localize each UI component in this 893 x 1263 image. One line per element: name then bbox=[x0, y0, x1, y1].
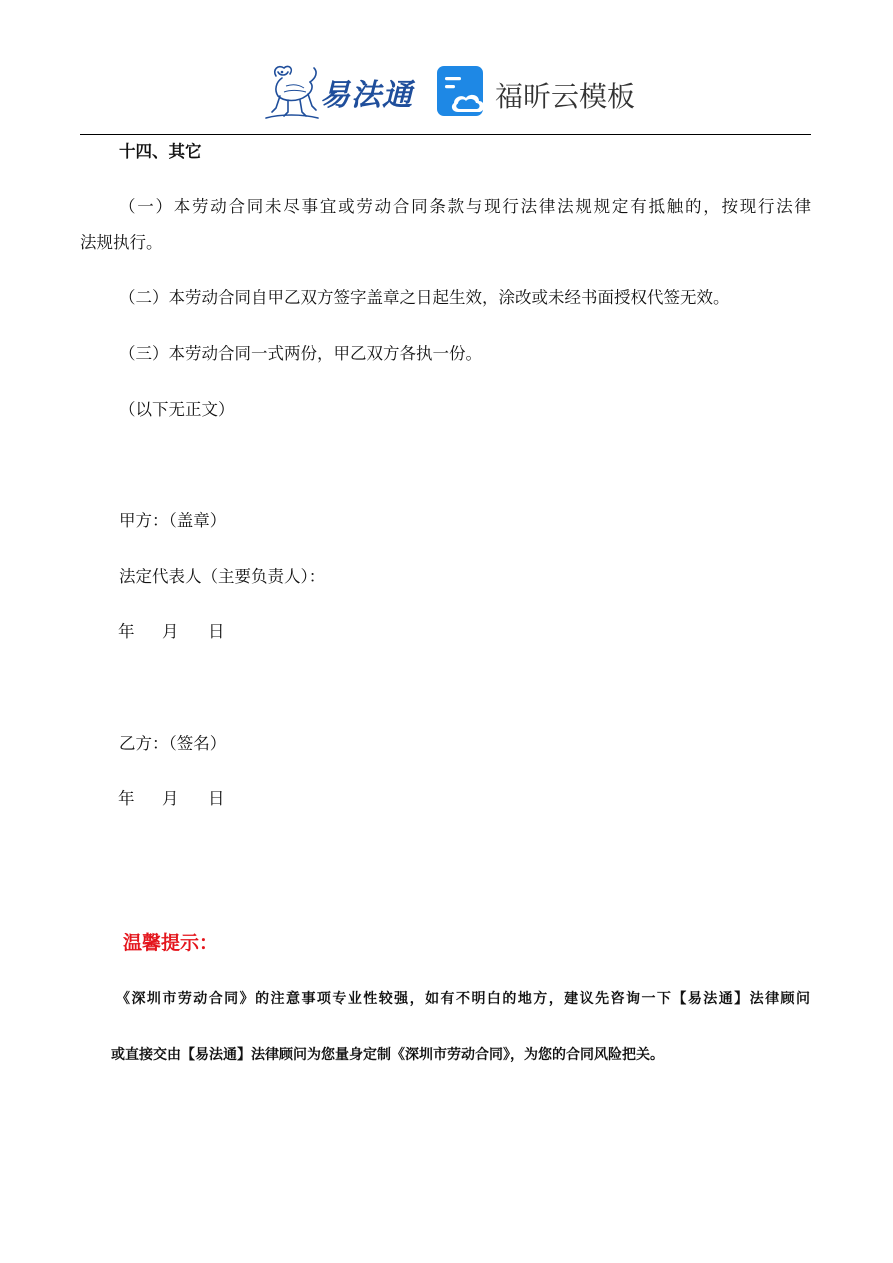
tips-line-2: 或直接交由【易法通】法律顾问为您量身定制《深圳市劳动合同》，为您的合同风险把关。 bbox=[111, 1047, 664, 1063]
party-a-date-row bbox=[118, 622, 258, 642]
year-label: 年 bbox=[118, 789, 135, 808]
day-label: 日 bbox=[208, 622, 225, 641]
clause-item-2: （二）本劳动合同自甲乙双方签字盖章之日起生效，涂改或未经书面授权代签无效。 bbox=[119, 288, 730, 307]
clause-item-1-line-2: 法规执行。 bbox=[80, 233, 163, 252]
party-b-label: 乙方：（签名） bbox=[119, 734, 227, 753]
fuxin-brand-text: 福昕云模板 bbox=[495, 80, 636, 113]
month-label: 月 bbox=[162, 622, 179, 641]
legal-representative-label: 法定代表人（主要负责人）： bbox=[119, 567, 326, 586]
tips-title: 温馨提示： bbox=[123, 932, 219, 954]
end-note: （以下无正文） bbox=[119, 400, 235, 419]
clause-item-1-line-1: （一）本劳动合同未尽事宜或劳动合同条款与现行法律法规规定有抵触的，按现行法律 bbox=[119, 197, 811, 216]
month-label: 月 bbox=[162, 789, 179, 808]
party-b-date-row bbox=[118, 789, 258, 809]
party-a-label: 甲方：（盖章） bbox=[119, 511, 227, 530]
tips-line-1: 《深圳市劳动合同》的注意事项专业性较强，如有不明白的地方，建议先咨询一下【易法通】法律顾问 bbox=[116, 991, 810, 1007]
year-label: 年 bbox=[118, 622, 135, 641]
section-title: 十四、其它 bbox=[119, 142, 202, 161]
day-label: 日 bbox=[208, 789, 225, 808]
yifatong-brand-text: 易法通 bbox=[320, 78, 413, 113]
clause-item-3: （三）本劳动合同一式两份，甲乙双方各执一份。 bbox=[119, 344, 482, 363]
